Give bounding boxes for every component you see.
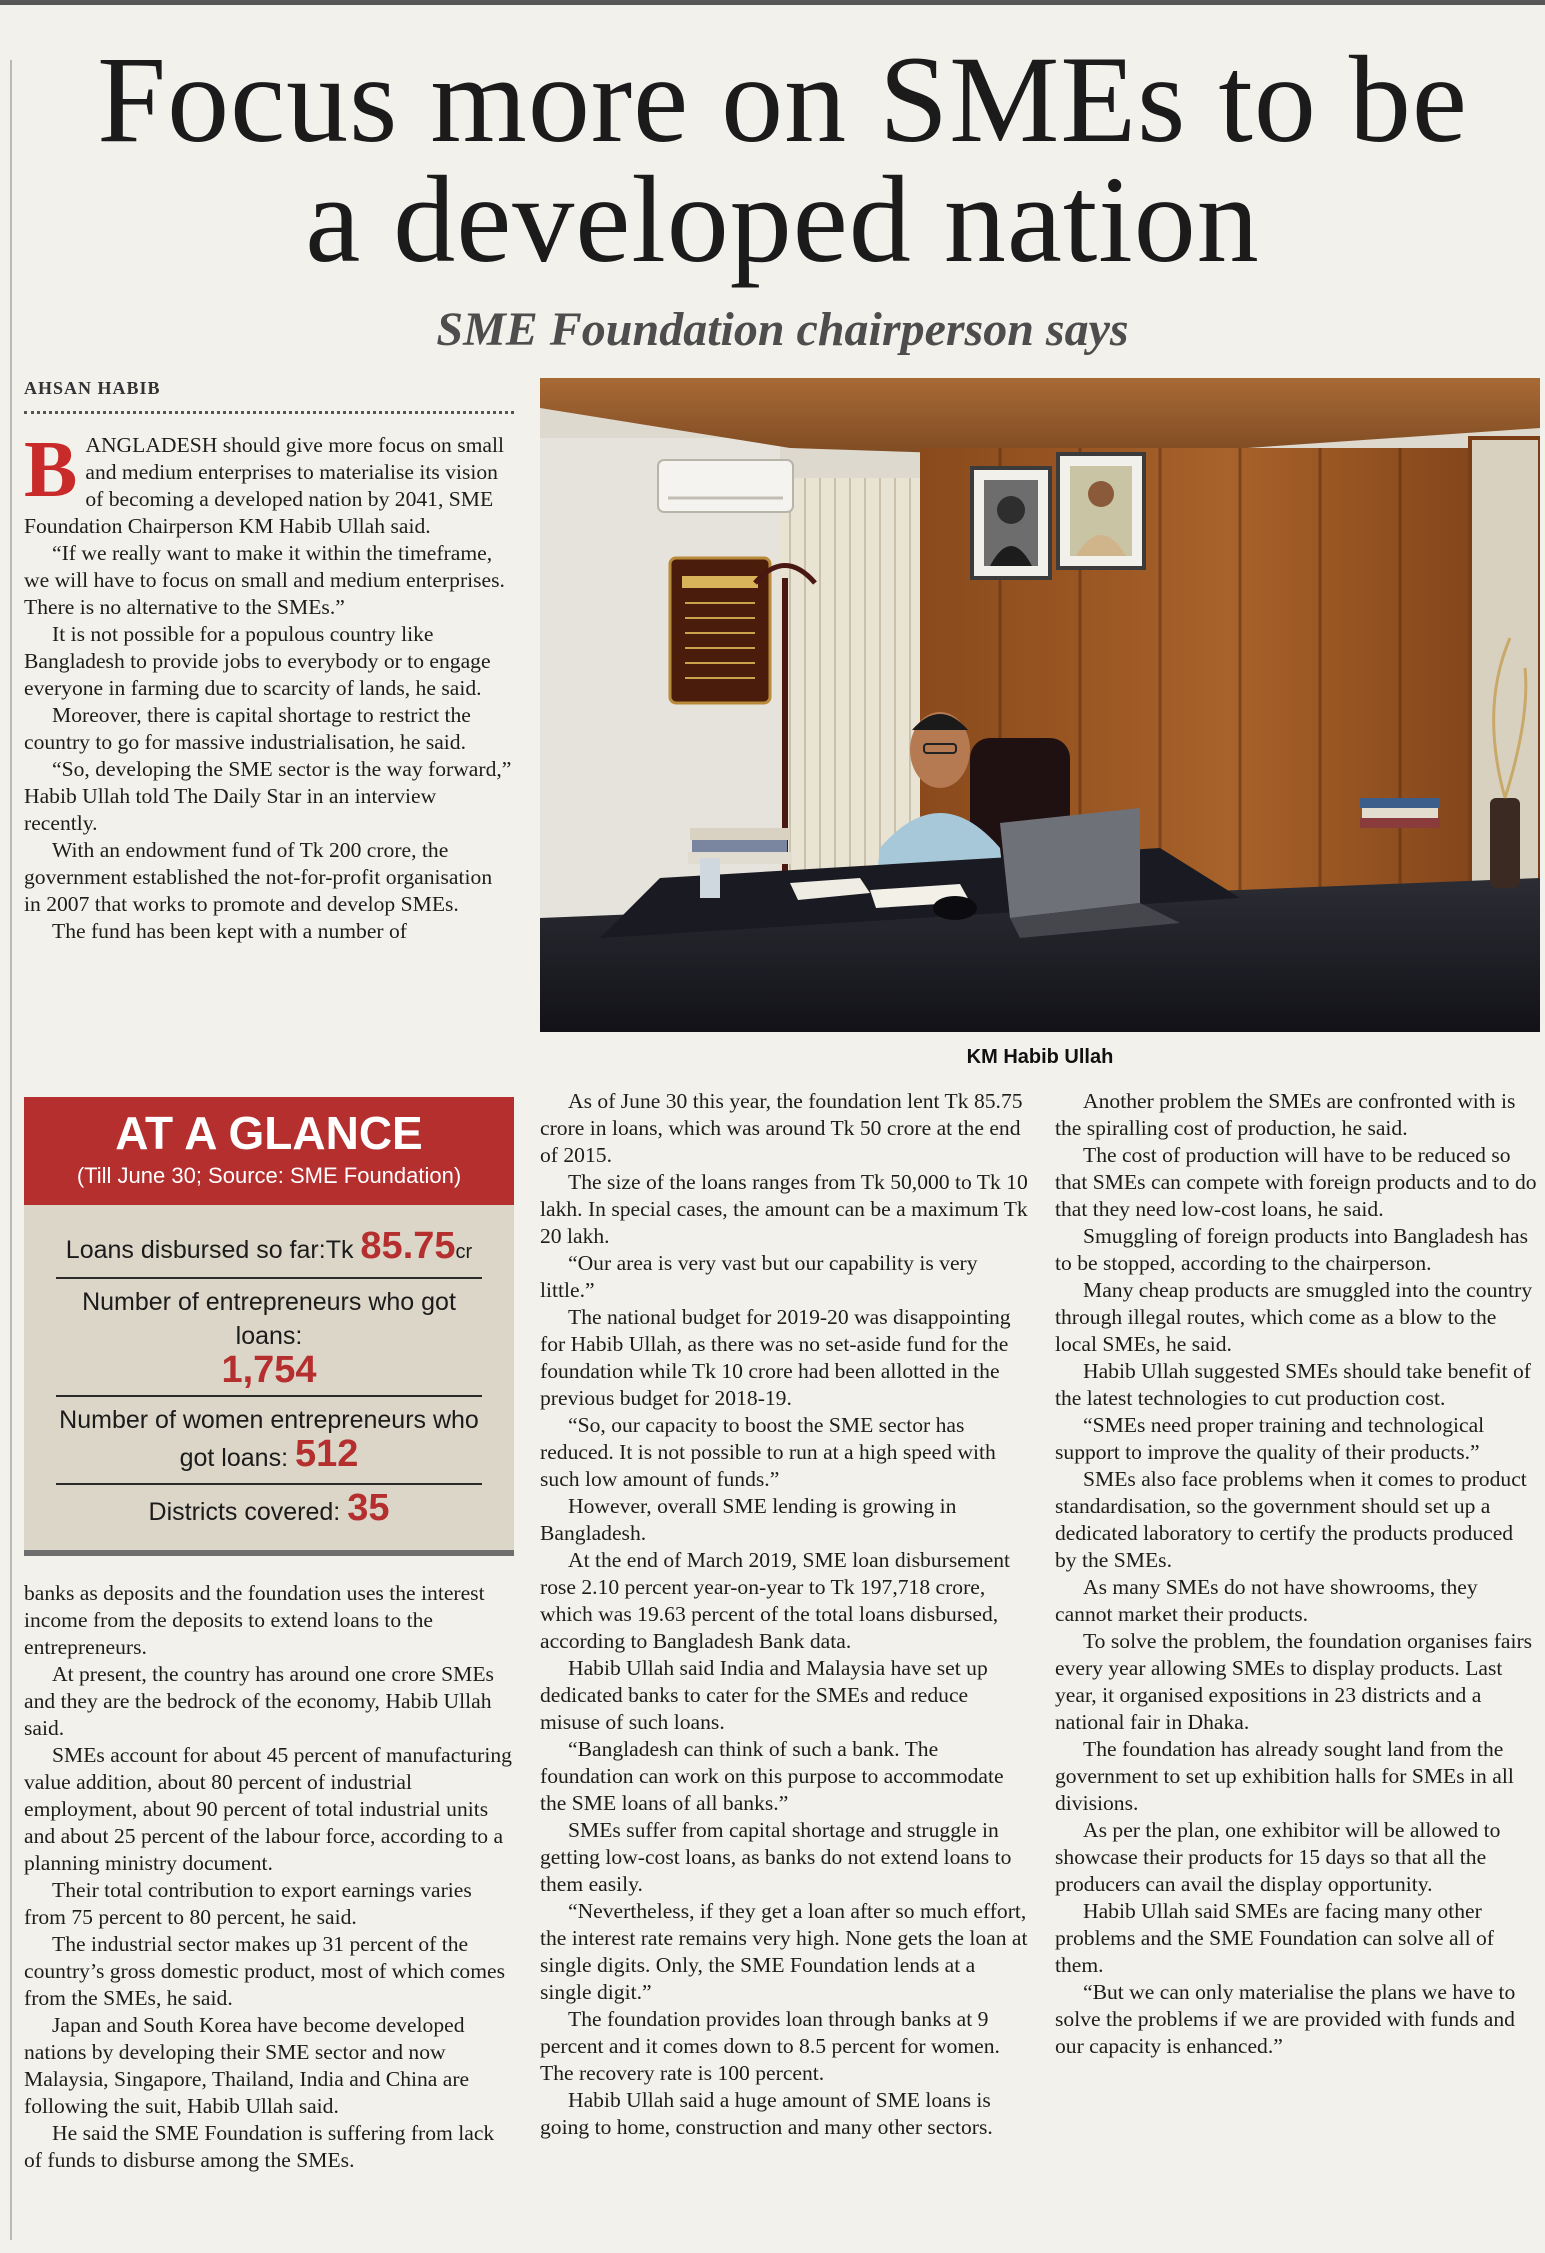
women-value: 512 bbox=[294, 1433, 359, 1475]
districts-stat bbox=[56, 1485, 482, 1537]
paragraph: “Our area is very vast but our capability is very little.” bbox=[540, 1251, 978, 1302]
glance-header bbox=[24, 1097, 514, 1205]
paragraph: “So, developing the SME sector is the way forward,” Habib Ullah told The Daily Star in an interview recently. bbox=[24, 757, 512, 835]
paragraph: As of June 30 this year, the foundation lent Tk 85.75 crore in loans, which was around Tk 50 crore at the end of 2015. bbox=[540, 1089, 1023, 1167]
entrepreneurs-stat bbox=[56, 1279, 482, 1397]
paragraph: Their total contribution to export earnings varies from 75 percent to 80 percent, he said. bbox=[24, 1878, 472, 1929]
paragraph: SMEs also face problems when it comes to product standardisation, so the government should set up a dedicated laboratory to certify the products produced by the SMEs. bbox=[1055, 1467, 1527, 1572]
drop-cap: B bbox=[24, 426, 78, 514]
glance-title: AT A GLANCE bbox=[115, 1107, 423, 1159]
paragraph: At the end of March 2019, SME loan disbursement rose 2.10 percent year-on-year to Tk 197,718 crore, which was 19.63 percent of the total loans disbursed, according to Bangladesh Bank data. bbox=[540, 1548, 1010, 1653]
paragraph: The national budget for 2019-20 was disappointing for Habib Ullah, as there was no set-aside fund for the foundation while Tk 10 crore had been allotted in the previous budget for 2018-19. bbox=[540, 1305, 1011, 1410]
entrepreneurs-label: Number of entrepreneurs who got loans: bbox=[82, 1288, 456, 1350]
paragraph: “So, our capacity to boost the SME sector has reduced. It is not possible to run at a high speed with such low amount of funds.” bbox=[540, 1413, 996, 1491]
districts-value: 35 bbox=[347, 1487, 390, 1529]
chairperson-photo bbox=[540, 378, 1540, 1032]
women-label: Number of women entrepreneurs who got loans: bbox=[59, 1406, 479, 1472]
paragraph: banks as deposits and the foundation uses the interest income from the deposits to extend loans to the entrepreneurs. bbox=[24, 1581, 485, 1659]
column-1-top bbox=[24, 426, 514, 945]
column-3 bbox=[1055, 1088, 1539, 2060]
loans-value: 85.75 bbox=[360, 1225, 456, 1267]
paragraph: “Nevertheless, if they get a loan after so much effort, the interest rate remains very high. None gets the loan at single digits. Only, the SME Foundation lends at a single digit.” bbox=[540, 1899, 1028, 2004]
paragraph: “If we really want to make it within the timeframe, we will have to focus on small and medium enterprises. There is no alternative to the SMEs.” bbox=[24, 541, 505, 619]
paragraph: Habib Ullah said India and Malaysia have set up dedicated banks to cater for the SMEs and reduce misuse of such loans. bbox=[540, 1656, 988, 1734]
paragraph: The industrial sector makes up 31 percent of the country’s gross domestic product, most of which comes from the SMEs, he said. bbox=[24, 1932, 505, 2010]
paragraph: Habib Ullah suggested SMEs should take benefit of the latest technologies to cut production cost. bbox=[1055, 1359, 1531, 1410]
paragraph: Another problem the SMEs are confronted with is the spiralling cost of production, he said. bbox=[1055, 1089, 1516, 1140]
top-border bbox=[0, 0, 1545, 5]
women-entrepreneurs-stat bbox=[56, 1397, 482, 1485]
paragraph: The foundation provides loan through banks at 9 percent and it comes down to 8.5 percent for women. The recovery rate is 100 percent. bbox=[540, 2007, 1000, 2085]
subheadline: SME Foundation chairperson says bbox=[436, 303, 1129, 356]
paragraph: SMEs suffer from capital shortage and struggle in getting low-cost loans, as banks do not extend loans to them easily. bbox=[540, 1818, 1012, 1896]
paragraph: He said the SME Foundation is suffering from lack of funds to disburse among the SMEs. bbox=[24, 2121, 495, 2172]
paragraph: The foundation has already sought land from the government to set up exhibition halls for SMEs in all divisions. bbox=[1055, 1737, 1514, 1815]
paragraph: With an endowment fund of Tk 200 crore, the government established the not-for-profit organisation in 2007 that works to promote and develop SMEs. bbox=[24, 838, 493, 916]
left-margin-rule bbox=[10, 60, 12, 2240]
loans-stat bbox=[56, 1223, 482, 1279]
paragraph: The cost of production will have to be reduced so that SMEs can compete with foreign products and to do that they need low-cost loans, he said. bbox=[1055, 1143, 1537, 1221]
loans-label: Loans disbursed so far: bbox=[65, 1236, 326, 1264]
byline: AHSAN HABIB bbox=[24, 378, 514, 414]
districts-label: Districts covered: bbox=[148, 1498, 341, 1526]
paragraph: However, overall SME lending is growing in Bangladesh. bbox=[540, 1494, 957, 1545]
paragraph: Japan and South Korea have become developed nations by developing their SME sector and now Malaysia, Singapore, Thailand, India and China are following the suit, Habib Ullah said. bbox=[24, 2013, 470, 2118]
loans-unit: cr bbox=[455, 1241, 473, 1263]
loans-prefix: Tk bbox=[325, 1236, 354, 1264]
column-2 bbox=[540, 1088, 1030, 2141]
column-1-bottom bbox=[24, 1580, 514, 2174]
paragraph: Habib Ullah said a huge amount of SME loans is going to home, construction and many other sectors. bbox=[540, 2088, 993, 2139]
lead-paragraph bbox=[24, 426, 514, 540]
lead-text: ANGLADESH should give more focus on small and medium enterprises to materialise its vision of becoming a developed nation by 2041, SME Foundation Chairperson KM Habib Ullah said. bbox=[24, 433, 504, 538]
entrepreneurs-value: 1,754 bbox=[221, 1349, 317, 1391]
paragraph: SMEs account for about 45 percent of manufacturing value addition, about 80 percent of industrial employment, about 90 percent of total industrial units and about 25 percent of the labour force, according to a planning ministry document. bbox=[24, 1743, 512, 1875]
at-a-glance-box bbox=[24, 1097, 514, 1556]
paragraph: As many SMEs do not have showrooms, they cannot market their products. bbox=[1055, 1575, 1478, 1626]
glance-body bbox=[24, 1205, 514, 1537]
paragraph: The size of the loans ranges from Tk 50,000 to Tk 10 lakh. In special cases, the amount can be a maximum Tk 20 lakh. bbox=[540, 1170, 1028, 1248]
paragraph: Moreover, there is capital shortage to restrict the country to go for massive industrialisation, he said. bbox=[24, 703, 471, 754]
paragraph: “But we can only materialise the plans we have to solve the problems if we are provided with funds and our capacity is enhanced.” bbox=[1055, 1980, 1516, 2058]
photo-caption: KM Habib Ullah bbox=[966, 1046, 1114, 1068]
paragraph: It is not possible for a populous country like Bangladesh to provide jobs to everybody or to engage everyone in farming due to scarcity of lands, he said. bbox=[24, 622, 491, 700]
paragraph: Habib Ullah said SMEs are facing many other problems and the SME Foundation can solve all of them. bbox=[1055, 1899, 1495, 1977]
paragraph: “Bangladesh can think of such a bank. The foundation can work on this purpose to accommodate the SME loans of all banks.” bbox=[540, 1737, 1004, 1815]
paragraph: At present, the country has around one crore SMEs and they are the bedrock of the economy, Habib Ullah said. bbox=[24, 1662, 494, 1740]
glance-note: (Till June 30; Source: SME Foundation) bbox=[76, 1163, 462, 1188]
paragraph: As per the plan, one exhibitor will be allowed to showcase their products for 15 days so that all the producers can avail the display opportunity. bbox=[1055, 1818, 1501, 1896]
paragraph: To solve the problem, the foundation organises fairs every year allowing SMEs to display products. Last year, it organised expositions in 23 districts and a national fair in Dhaka. bbox=[1055, 1629, 1533, 1734]
headline: Focus more on SMEs to be a developed nation bbox=[97, 31, 1468, 288]
paragraph: “SMEs need proper training and technological support to improve the quality of their products.” bbox=[1055, 1413, 1485, 1464]
paragraph: Many cheap products are smuggled into the country through illegal routes, which come as a blow to the local SMEs, he said. bbox=[1055, 1278, 1533, 1356]
paragraph: Smuggling of foreign products into Bangladesh has to be stopped, according to the chairperson. bbox=[1055, 1224, 1529, 1275]
paragraph: The fund has been kept with a number of bbox=[52, 919, 407, 943]
